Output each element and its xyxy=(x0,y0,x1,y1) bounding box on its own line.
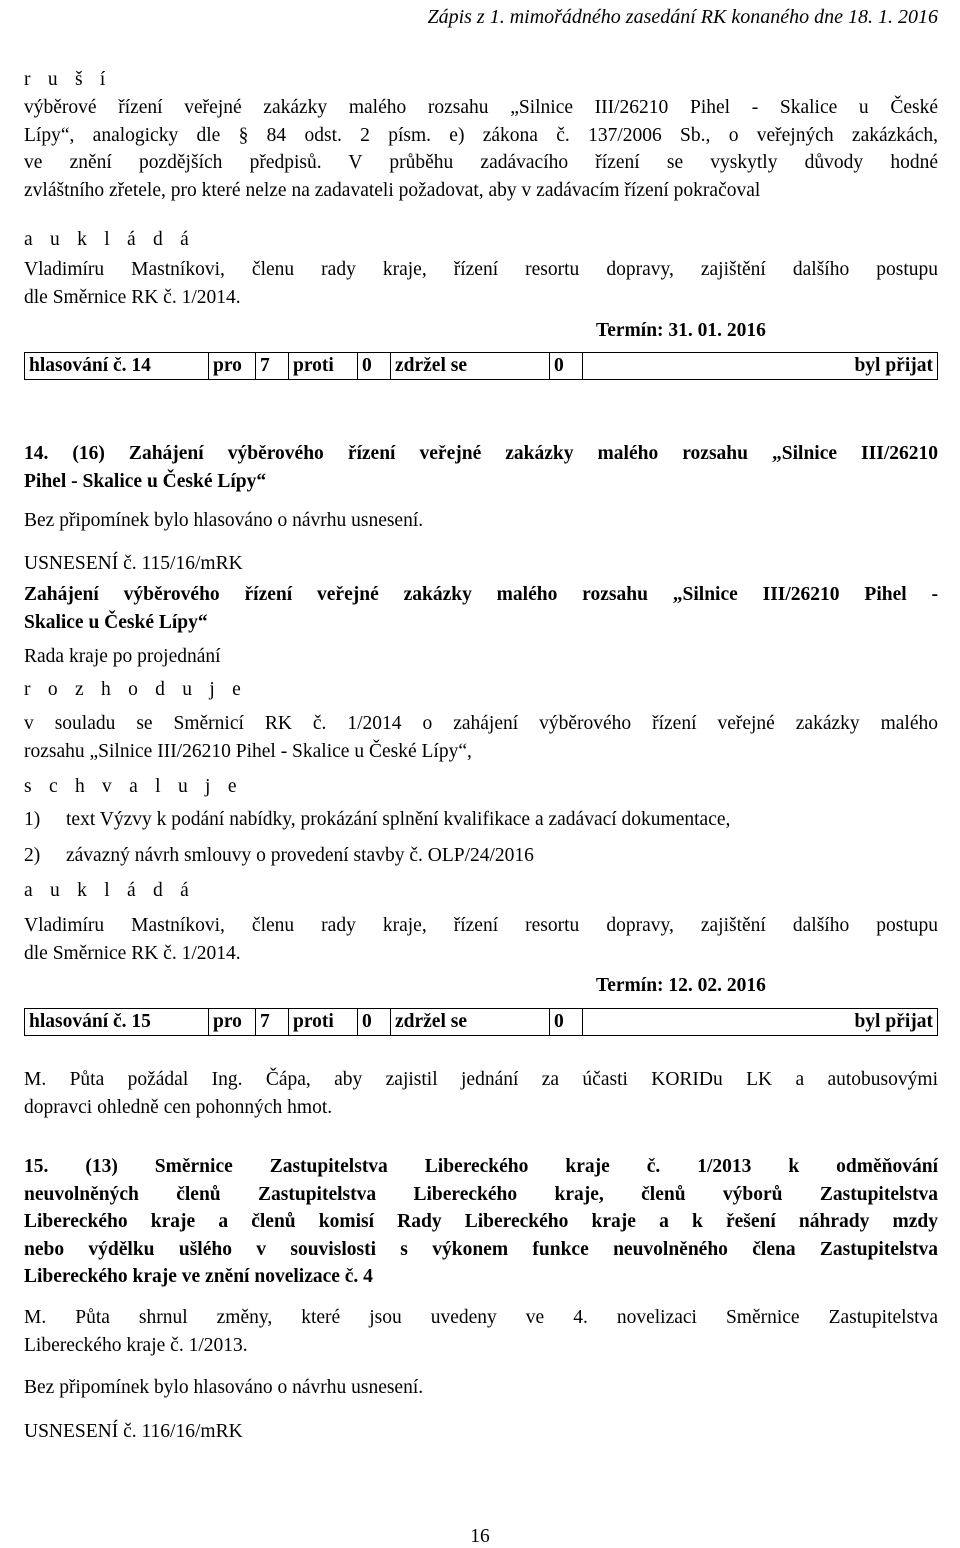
schvaluje-keyword: s c h v a l u j e xyxy=(24,776,243,797)
vote-abstain-label: zdržel se xyxy=(391,353,550,380)
title-line: Skalice u České Lípy“ xyxy=(24,611,208,633)
deadline: Termín: 31. 01. 2016 xyxy=(596,320,766,341)
summary-paragraph xyxy=(24,1304,938,1359)
vote-label: hlasování č. 14 xyxy=(25,353,209,380)
page-number: 16 xyxy=(470,1526,490,1547)
resolution-title xyxy=(24,581,938,636)
paragraph-line: Vladimíru Mastníkovi, členu rady kraje, řízení resortu dopravy, zajištění dalšího postupu xyxy=(24,259,938,280)
title-line: Pihel - Skalice u České Lípy“ xyxy=(24,470,267,492)
title-line: Libereckého kraje ve znění novelizace č. 4 xyxy=(24,1266,373,1287)
paragraph-line: ve znění pozdějších předpisů. V průběhu zadávacího řízení se vyskytly důvody hodné xyxy=(24,152,938,173)
vote-label: hlasování č. 15 xyxy=(25,1009,209,1036)
page-header: Zápis z 1. mimořádného zasedání RK konaného dne 18. 1. 2016 xyxy=(427,6,938,28)
no-comments-note: Bez připomínek bylo hlasováno o návrhu usnesení. xyxy=(24,510,424,531)
vote-table xyxy=(24,352,938,380)
title-line: 14. (16) Zahájení výběrového řízení veřejné zakázky malého rozsahu „Silnice III/26210 xyxy=(24,443,938,464)
uklada-keyword: a u k l á d á xyxy=(24,229,196,250)
resolution-number: USNESENÍ č. 116/16/mRK xyxy=(24,1421,243,1442)
title-line: Zahájení výběrového řízení veřejné zakázky malého rozsahu „Silnice III/26210 Pihel - xyxy=(24,584,938,605)
rozhoduje-keyword: r o z h o d u j e xyxy=(24,679,248,700)
paragraph-line: rozsahu „Silnice III/26210 Pihel - Skalice u České Lípy“, xyxy=(24,740,472,762)
paragraph-line: dle Směrnice RK č. 1/2014. xyxy=(24,286,241,308)
cancel-paragraph xyxy=(24,94,938,204)
vote-proti-label: proti xyxy=(289,1009,358,1036)
vote-proti-label: proti xyxy=(289,353,358,380)
title-line: nebo výdělku ušlého v souvislosti s výkonem funkce neuvolněného člena Zastupitelstva xyxy=(24,1238,938,1260)
list-number: 1) xyxy=(24,809,41,830)
puta-request-paragraph xyxy=(24,1066,938,1121)
council-intro: Rada kraje po projednání xyxy=(24,646,221,667)
approval-list-item xyxy=(24,842,938,870)
paragraph-line: M. Půta požádal Ing. Čápa, aby zajistil jednání za účasti KORIDu LK a autobusovými xyxy=(24,1069,938,1090)
paragraph-line: v souladu se Směrnicí RK č. 1/2014 o zahájení výběrového řízení veřejné zakázky malého xyxy=(24,713,938,734)
uklada-keyword: a u k l á d á xyxy=(24,880,196,901)
vote-table xyxy=(24,1008,938,1036)
paragraph-line: výběrové řízení veřejné zakázky malého rozsahu „Silnice III/26210 Pihel - Skalice u České xyxy=(24,97,938,118)
vote-abstain-label: zdržel se xyxy=(391,1009,550,1036)
list-number: 2) xyxy=(24,845,41,866)
item-14-title xyxy=(24,440,938,495)
paragraph-line: M. Půta shrnul změny, které jsou uvedeny ve 4. novelizaci Směrnice Zastupitelstva xyxy=(24,1307,938,1328)
deadline: Termín: 12. 02. 2016 xyxy=(596,975,766,996)
vote-result: byl přijat xyxy=(583,353,938,380)
title-line: neuvolněných členů Zastupitelstva Libereckého kraje, členů výborů Zastupitelstva xyxy=(24,1183,938,1205)
item-15-title xyxy=(24,1153,938,1291)
vote-proti-count: 0 xyxy=(358,353,391,380)
rusi-keyword: r u š í xyxy=(24,69,112,90)
list-text: text Výzvy k podání nabídky, prokázání splnění kvalifikace a zadávací dokumentace, xyxy=(66,809,731,830)
paragraph-line: Vladimíru Mastníkovi, členu rady kraje, řízení resortu dopravy, zajištění dalšího postupu xyxy=(24,915,938,936)
assignment-paragraph xyxy=(24,256,938,311)
vote-pro-count: 7 xyxy=(256,353,289,380)
assignment-paragraph xyxy=(24,912,938,967)
paragraph-line: zvláštního zřetele, pro které nelze na zadavateli požadovat, aby v zadávacím řízení pokračoval xyxy=(24,179,761,201)
vote-pro-label: pro xyxy=(209,353,256,380)
paragraph-line: dle Směrnice RK č. 1/2014. xyxy=(24,942,241,964)
paragraph-line: Lípy“, analogicky dle § 84 odst. 2 písm. e) zákona č. 137/2006 Sb., o veřejných zakázkách, xyxy=(24,124,938,146)
title-line: Libereckého kraje a členů komisí Rady Libereckého kraje a k řešení náhrady mzdy xyxy=(24,1211,938,1232)
vote-abstain-count: 0 xyxy=(550,353,583,380)
paragraph-line: dopravci ohledně cen pohonných hmot. xyxy=(24,1096,333,1118)
title-line: 15. (13) Směrnice Zastupitelstva Libereckého kraje č. 1/2013 k odměňování xyxy=(24,1156,938,1177)
list-text: závazný návrh smlouvy o provedení stavby č. OLP/24/2016 xyxy=(66,845,534,866)
vote-pro-count: 7 xyxy=(256,1009,289,1036)
vote-pro-label: pro xyxy=(209,1009,256,1036)
no-comments-note: Bez připomínek bylo hlasováno o návrhu usnesení. xyxy=(24,1377,424,1398)
resolution-number: USNESENÍ č. 115/16/mRK xyxy=(24,553,243,574)
vote-proti-count: 0 xyxy=(358,1009,391,1036)
vote-result: byl přijat xyxy=(583,1009,938,1036)
decision-paragraph xyxy=(24,710,938,765)
vote-abstain-count: 0 xyxy=(550,1009,583,1036)
paragraph-line: Libereckého kraje č. 1/2013. xyxy=(24,1334,248,1356)
approval-list-item xyxy=(24,806,938,834)
